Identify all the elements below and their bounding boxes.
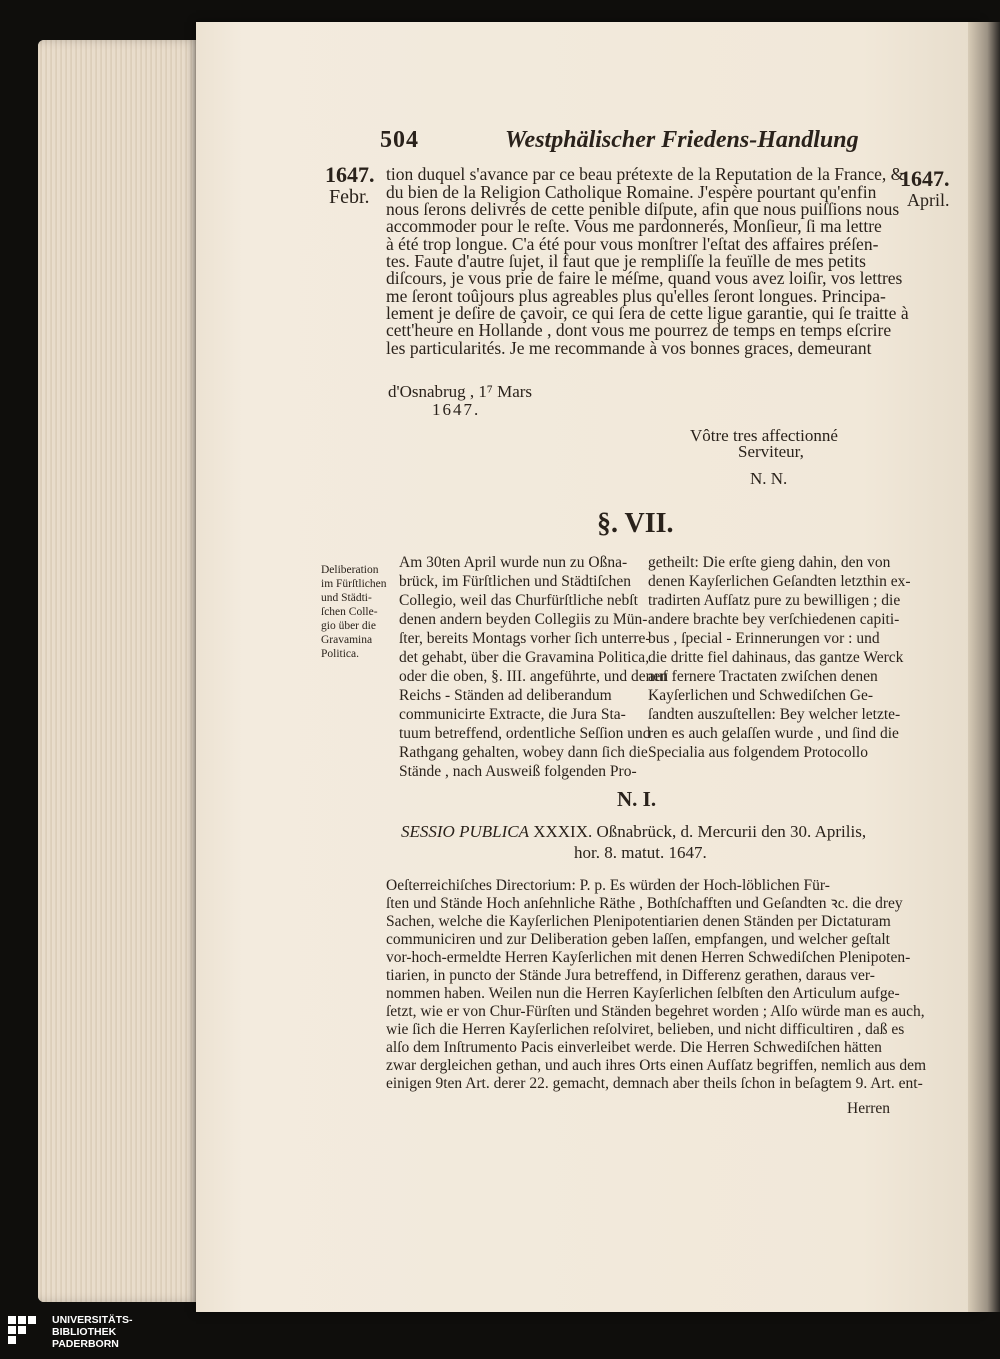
section-heading: §. VII. xyxy=(597,508,674,539)
margin-year-left: 1647. xyxy=(325,162,375,187)
column-left-line: oder die oben, §. III. angeführte, und denen xyxy=(399,668,668,685)
column-left-line: Stände , nach Ausweiß folgenden Pro- xyxy=(399,763,637,780)
column-right-line: bus , ſpecial - Erinnerungen vor : und xyxy=(648,630,880,647)
column-right-line: Specialia aus folgendem Protocollo xyxy=(648,744,868,761)
margin-year-right: 1647. xyxy=(900,166,950,191)
margin-month-left: Febr. xyxy=(329,186,370,208)
margin-note-line: ſchen Colle- xyxy=(321,606,378,618)
column-left-line: ſter, bereits Montags vorher ſich unterre- xyxy=(399,630,651,647)
library-name-line: UNIVERSITÄTS- xyxy=(52,1314,133,1326)
margin-note-line: und Städti- xyxy=(321,592,372,604)
letter-line: tes. Faute d'autre ſujet, il faut que je rempliſſe la feuïlle de mes petits xyxy=(386,251,866,271)
column-left-line: denen andern beyden Collegiis zu Mün- xyxy=(399,611,648,628)
running-title: Westphälischer Friedens-Handlung xyxy=(505,127,859,153)
margin-note-line: gio über die xyxy=(321,620,376,632)
sessio-time: hor. 8. matut. 1647. xyxy=(574,843,707,862)
page-number: 504 xyxy=(380,127,419,153)
letter-line: accommoder pour le reſte. Vous me pardonnerés, Monſieur, ſi ma lettre xyxy=(386,216,882,236)
column-right-line: ſandten auszuſtellen: Bey welcher letzte- xyxy=(648,706,901,723)
catchword: Herren xyxy=(847,1100,891,1117)
letter-line: les particularités. Je me recommande à vos bonnes graces, demeurant xyxy=(386,338,872,358)
letter-closing: Vôtre tres affectionné xyxy=(690,426,838,445)
library-name-line: PADERBORN xyxy=(52,1338,119,1350)
column-left-line: Collegio, weil das Churfürſtliche nebſt xyxy=(399,592,638,609)
column-left-line: brück, im Fürſtlichen und Städtiſchen xyxy=(399,573,632,590)
protocol-line: Sachen, welche die Kayſerlichen Plenipotentiarien denen Ständen per Dictaturam xyxy=(386,913,891,930)
margin-note-line: Gravamina xyxy=(321,634,373,646)
column-right-line: tradirten Aufſatz pure zu bewilligen ; die xyxy=(648,592,901,609)
protocol-line: wie ſich die Herren Kayſerlichen reſolviret, belieben, und nicht difficultiren , daß es xyxy=(386,1021,905,1038)
letter-line: du bien de la Religion Catholique Romaine. J'espère pourtant qu'enfin xyxy=(386,182,877,202)
letter-line: cett'heure en Hollande , dont vous me pourrez de temps en temps eſcrire xyxy=(386,320,892,340)
protocol-line: tiarien, in puncto der Stände Jura betreffend, in Differenz gerathen, daraus ver- xyxy=(386,967,875,984)
margin-note-line: Politica. xyxy=(321,648,360,660)
protocol-line: einigen 9ten Art. derer 22. gemacht, demnach aber theils ſchon in beſagtem 9. Art. ent- xyxy=(386,1075,923,1092)
column-left-line: Am 30ten April wurde nun zu Oßna- xyxy=(399,554,628,571)
column-right-line: die dritte fiel dahinaus, das gantze Werck xyxy=(648,649,904,666)
protocol-line: vor-hoch-ermeldte Herren Kayſerlichen mit denen Herren Schwediſchen Plenipoten- xyxy=(386,949,911,966)
protocol-line: nommen haben. Weilen nun die Herren Kayſerlichen ſelbſten den Articulum aufge- xyxy=(386,985,900,1002)
page-edges xyxy=(38,40,200,1302)
protocol-line: ſetzt, wie er von Chur-Fürſten und Ständen begehret worden ; Alſo würde man es auch, xyxy=(386,1003,925,1020)
column-right-line: getheilt: Die erſte gieng dahin, den von xyxy=(648,554,891,571)
column-left-line: det gehabt, über die Gravamina Politica, xyxy=(399,649,650,666)
column-right-line: Kayſerlichen und Schwediſchen Ge- xyxy=(648,687,874,704)
letter-line: tion duquel s'avance par ce beau prétexte de la Reputation de la France, & xyxy=(386,164,905,184)
column-right-line: denen Kayſerlichen Geſandten letzthin ex- xyxy=(648,573,911,590)
letter-line: à été trop longue. C'a été pour vous monſtrer l'eſtat des affaires préſen- xyxy=(386,234,879,254)
margin-month-right: April. xyxy=(907,190,950,210)
sessio-italic: SESSIO PUBLICA xyxy=(401,822,529,841)
column-right-line: ren es auch gelaſſen wurde , und ſind die xyxy=(648,725,899,742)
margin-note-line: im Fürſtlichen xyxy=(321,578,387,590)
letter-servant: Serviteur, xyxy=(738,442,804,461)
protocol-line: alſo dem Inſtrumento Pacis einverleibet werde. Die Herren Schwediſchen hätten xyxy=(386,1039,882,1056)
column-left-line: Rathgang gehalten, wobey dann ſich die xyxy=(399,744,648,761)
letter-signature: N. N. xyxy=(750,469,788,488)
margin-note-line: Deliberation xyxy=(321,564,379,576)
column-right-line: auf fernere Tractaten zwiſchen denen xyxy=(648,668,878,685)
protocol-line: zwar dergleichen gethan, und auch ihres Orts einen Aufſatz begriffen, nemlich aus dem xyxy=(386,1057,927,1074)
letter-line: nous ſerons delivrés de cette penible diſpute, afin que nous puiſſions nous xyxy=(386,199,900,219)
library-name xyxy=(52,1314,133,1350)
library-logo xyxy=(6,1308,146,1354)
protocol-line: Oeſterreichiſches Directorium: P. p. Es würden der Hoch-löblichen Für- xyxy=(386,877,830,894)
letter-line: lement je deſire de çavoir, ce qui ſera de cette ligue garantie, qui ſe traitte à xyxy=(386,303,909,323)
library-logo-icon xyxy=(6,1314,46,1350)
column-left-line: communicirte Extracte, die Jura Sta- xyxy=(399,706,626,723)
protocol-line: ſten und Stände Hoch anſehnliche Räthe , Bothſchafften und Geſandten ꝛc. die drey xyxy=(386,895,903,912)
column-right-line: andere brachte bey verſchiedenen capiti- xyxy=(648,611,900,628)
protocol-number: N. I. xyxy=(617,787,657,811)
library-name-line: BIBLIOTHEK xyxy=(52,1326,117,1338)
letter-year: 1647. xyxy=(432,400,481,419)
letter-place-date: d'Osnabrug , 1⁷ Mars xyxy=(388,382,533,401)
sessio-heading xyxy=(401,822,866,842)
letter-line: diſcours, je vous prie de faire le méſme, quand vous avez loiſir, vos lettres xyxy=(386,268,903,288)
letter-line: me ſeront toûjours plus agreables plus qu'elles ſeront longues. Principa- xyxy=(386,286,886,306)
page-gutter xyxy=(968,22,1000,1312)
column-left-line: Reichs - Ständen ad deliberandum xyxy=(399,687,612,704)
protocol-line: communiciren und zur Deliberation geben laſſen, empfangen, und welcher geſtalt xyxy=(386,931,890,948)
column-left-line: tuum betreffend, ordentliche Seſſion und xyxy=(399,725,651,742)
sessio-rest: XXXIX. Oßnabrück, d. Mercurii den 30. Aprilis, xyxy=(528,822,867,841)
